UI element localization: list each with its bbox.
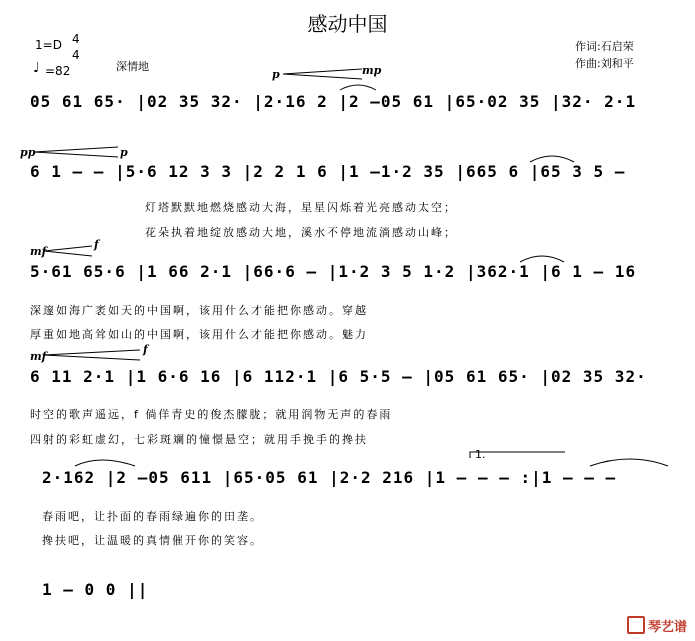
lyric-row-5-verse-2: 搀扶吧，让温暖的真情催开你的笑容。 [42,534,263,547]
tie-row-5-end [590,459,668,466]
lyricist-credit: 作词:石启荣 [575,40,634,53]
dynamic-p-2: p [120,146,128,159]
lyric-row-4-verse-1: 时空的歌声遥远，f 倘佯青史的俊杰朦胧；就用润物无声的春雨 [30,408,393,421]
notation-row-4: 6 11 2·1 |1 6·6 16 |6 112·1 |6 5·5 – |05 61 65· |02 35 32· [30,367,647,386]
notation-row-5: 2·162 |2 –05 611 |65·05 61 |2·2 216 |1 – – – :|1 – – – [42,468,617,487]
lyric-row-4-verse-2: 四射的彩虹虚幻，七彩斑斓的憧憬悬空；就用手挽手的搀扶 [30,433,368,446]
time-signature-bottom: 4 [72,48,80,62]
lyric-row-3-verse-1: 深邃如海广袤如天的中国啊，该用什么才能把你感动。穿越 [30,304,368,317]
notation-row-2: 6 1 – – |5·6 12 3 3 |2 2 1 6 |1 –1·2 35 |665 6 |65 3 5 – [30,162,626,181]
watermark-logo [627,616,687,635]
crescendo-hairpin-3 [44,246,92,256]
tempo-marking: =82 [45,64,71,78]
notation-row-3: 5·61 65·6 |1 66 2·1 |66·6 – |1·2 3 5 1·2 |362·1 |6 1 – 16 [30,262,637,281]
song-title: 感动中国 [307,12,388,36]
crescendo-hairpin-4 [44,350,140,360]
lyric-row-2-verse-1: 灯塔默默地燃烧感动大海，星星闪烁着光亮感动太空； [145,201,457,214]
time-signature-top: 4 [72,32,80,46]
dynamic-p: p [272,68,280,81]
dynamic-mf-2: mf [30,350,47,363]
tie-row-5 [75,460,135,466]
dynamic-f-2: f [143,343,148,356]
dynamic-mp: mp [362,64,382,77]
notation-row-6: 1 – 0 0 || [42,580,149,599]
tie-row-1 [340,85,376,90]
crescendo-hairpin-1 [283,69,362,79]
lyric-row-2-verse-2: 花朵执着地绽放感动大地，溪水不停地流淌感动山峰； [145,226,457,239]
key-signature: 1=D [35,38,62,52]
volta-first-ending: 1. [475,448,486,461]
expression-marking: 深情地 [116,60,149,73]
dynamic-mf: mf [30,245,47,258]
lyric-row-5-verse-1: 春雨吧，让扑面的春雨绿遍你的田垄。 [42,510,263,523]
dynamic-f: f [94,238,99,251]
notation-row-1: 05 61 65· |02 35 32· |2·16 2 |2 –05 61 |65·02 35 |32· 2·1 [30,92,637,111]
watermark-text: 琴艺谱 [647,620,687,635]
logo-icon [627,616,645,634]
volta-bracket [470,452,565,458]
tie-row-3 [520,256,564,262]
lyric-row-3-verse-2: 厚重如地高耸如山的中国啊，该用什么才能把你感动。魅力 [30,328,368,341]
tie-row-2 [530,156,574,162]
crescendo-hairpin-2 [34,147,118,157]
quarter-note-icon: ♩ [33,60,40,76]
composer-credit: 作曲:刘和平 [575,57,634,70]
dynamic-pp: pp [20,146,36,159]
